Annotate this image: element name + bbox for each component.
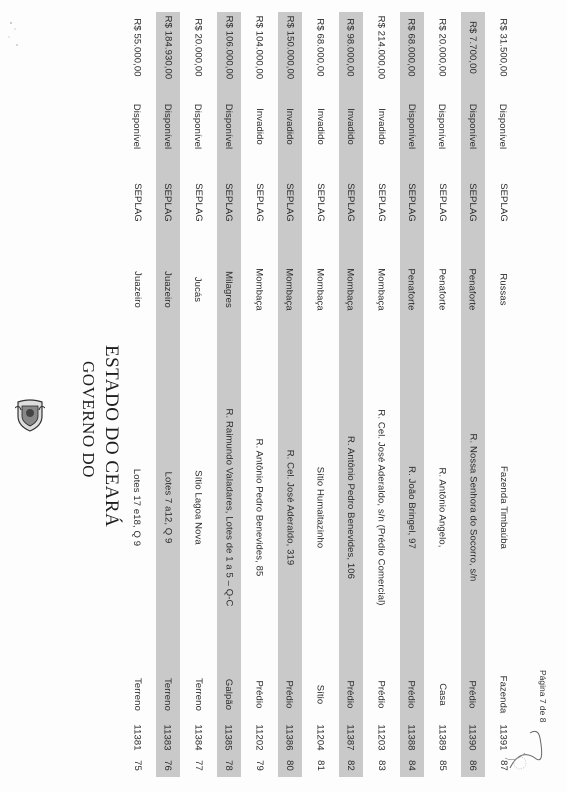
status-cell-text: Invadido bbox=[345, 107, 356, 145]
row-number-cell-text: 82 bbox=[345, 759, 356, 771]
status-cell-text: Disponível bbox=[436, 103, 448, 149]
table-row bbox=[491, 12, 515, 777]
address-cell-text: R. Cel. José Aderaldo, 319 bbox=[284, 449, 295, 565]
row-number-cell-text: 80 bbox=[284, 759, 295, 771]
value-cell-text: R$ 68.000,00 bbox=[314, 17, 326, 77]
status-cell bbox=[369, 90, 393, 162]
org-cell-text: SEPLAG bbox=[467, 182, 478, 222]
type-cell-text: Fazenda bbox=[497, 675, 509, 714]
type-cell bbox=[308, 672, 332, 717]
address-cell bbox=[400, 342, 424, 672]
type-cell-text: Terreno bbox=[162, 678, 174, 711]
org-cell-text: SEPLAG bbox=[162, 182, 173, 222]
status-cell bbox=[278, 90, 302, 162]
state-crest-icon bbox=[15, 398, 45, 432]
city-cell bbox=[308, 244, 332, 334]
code-cell-text: 11381 bbox=[131, 723, 143, 751]
value-cell bbox=[491, 12, 515, 82]
row-number-cell-text: 78 bbox=[223, 759, 234, 771]
org-cell-text: SEPLAG bbox=[284, 182, 295, 222]
org-cell bbox=[400, 172, 424, 232]
type-cell bbox=[217, 672, 241, 717]
value-cell-text: R$ 31.500,00 bbox=[497, 17, 509, 77]
type-cell-text: Prédio bbox=[253, 680, 265, 709]
org-cell bbox=[369, 172, 393, 232]
type-cell-text: Terreno bbox=[131, 678, 143, 711]
city-cell bbox=[125, 244, 149, 334]
code-cell-text: 11390 bbox=[467, 723, 478, 751]
org-cell-text: SEPLAG bbox=[223, 182, 234, 222]
row-number-cell-text: 75 bbox=[131, 759, 143, 771]
status-cell-text: Invadido bbox=[375, 107, 387, 145]
code-cell bbox=[247, 722, 271, 752]
value-cell-text: R$ 20.000,00 bbox=[436, 17, 448, 77]
org-cell-text: SEPLAG bbox=[253, 182, 265, 222]
org-cell bbox=[125, 172, 149, 232]
value-cell bbox=[217, 12, 241, 82]
table-row bbox=[186, 12, 210, 777]
address-cell bbox=[186, 342, 210, 672]
value-cell-text: R$ 106.000,00 bbox=[223, 15, 235, 79]
status-cell bbox=[217, 90, 241, 162]
status-cell bbox=[156, 90, 180, 162]
address-cell-text: Lotes 7 a12, Q 9 bbox=[162, 471, 173, 543]
brand-line-2: ESTADO DO CEARÁ bbox=[101, 345, 122, 528]
type-cell bbox=[461, 672, 485, 717]
value-cell bbox=[278, 12, 302, 82]
code-cell bbox=[339, 722, 363, 752]
address-cell bbox=[491, 342, 515, 672]
status-cell bbox=[491, 90, 515, 162]
type-cell-text: Galpão bbox=[223, 678, 235, 711]
address-cell bbox=[217, 342, 241, 672]
status-cell-text: Disponível bbox=[223, 103, 235, 149]
code-cell bbox=[430, 722, 454, 752]
city-cell bbox=[247, 244, 271, 334]
status-cell bbox=[400, 90, 424, 162]
city-cell bbox=[278, 244, 302, 334]
org-cell-text: SEPLAG bbox=[375, 182, 387, 222]
status-cell-text: Invadido bbox=[314, 107, 326, 145]
address-cell-text: R. Antônio Pedro Benevides, 106 bbox=[345, 435, 356, 579]
org-cell bbox=[339, 172, 363, 232]
address-cell bbox=[247, 342, 271, 672]
address-cell-text: R. Cel. José Aderaldo, s/n (Prédio Comercial) bbox=[375, 408, 387, 606]
city-cell-text: Juazeiro bbox=[162, 270, 173, 308]
city-cell bbox=[491, 244, 515, 334]
address-cell bbox=[461, 342, 485, 672]
status-cell-text: Disponível bbox=[162, 103, 174, 149]
city-cell-text: Penaforte bbox=[436, 267, 448, 311]
row-number-cell bbox=[186, 754, 210, 776]
table-row bbox=[461, 12, 485, 777]
table-row bbox=[339, 12, 363, 777]
value-cell-text: R$ 68.000,00 bbox=[406, 17, 417, 77]
row-number-cell bbox=[461, 754, 485, 776]
government-brand bbox=[64, 345, 122, 528]
value-cell-text: R$ 55.000,00 bbox=[131, 17, 143, 77]
value-cell bbox=[125, 12, 149, 82]
table-row bbox=[430, 12, 454, 777]
type-cell-text: Terreno bbox=[192, 678, 204, 711]
org-cell bbox=[461, 172, 485, 232]
type-cell bbox=[400, 672, 424, 717]
code-cell bbox=[400, 722, 424, 752]
value-cell bbox=[430, 12, 454, 82]
address-cell-text: R. Antônio Pedro Benevides, 85 bbox=[253, 438, 265, 576]
code-cell-text: 11387 bbox=[345, 723, 356, 751]
value-cell bbox=[308, 12, 332, 82]
page-number-label: Página 7 de 8 bbox=[538, 670, 548, 723]
city-cell-text: Russas bbox=[497, 272, 509, 306]
code-cell bbox=[278, 722, 302, 752]
city-cell-text: Mombaça bbox=[345, 267, 357, 311]
status-cell bbox=[125, 90, 149, 162]
value-cell-text: R$ 184.930,00 bbox=[162, 15, 174, 79]
org-cell-text: SEPLAG bbox=[192, 182, 204, 222]
org-cell bbox=[278, 172, 302, 232]
row-number-cell-text: 81 bbox=[314, 759, 326, 771]
org-cell-text: SEPLAG bbox=[406, 182, 417, 222]
org-cell bbox=[491, 172, 515, 232]
row-number-cell bbox=[339, 754, 363, 776]
city-cell-text: Penaforte bbox=[467, 267, 479, 311]
org-cell bbox=[186, 172, 210, 232]
status-cell bbox=[461, 90, 485, 162]
org-cell bbox=[308, 172, 332, 232]
type-cell bbox=[247, 672, 271, 717]
value-cell-text: R$ 150.000,00 bbox=[284, 15, 296, 79]
city-cell-text: Milagres bbox=[223, 270, 235, 308]
city-cell bbox=[461, 244, 485, 334]
table-row bbox=[125, 12, 149, 777]
row-number-cell bbox=[156, 754, 180, 776]
status-cell-text: Disponível bbox=[406, 103, 418, 149]
type-cell-text: Prédio bbox=[284, 680, 295, 709]
address-cell-text: R. João Bringel, 97 bbox=[406, 465, 418, 549]
address-cell bbox=[308, 342, 332, 672]
address-cell bbox=[278, 342, 302, 672]
address-cell-text: R. Antônio Angelo, bbox=[436, 467, 448, 547]
row-number-cell-text: 86 bbox=[467, 759, 478, 771]
org-cell-text: SEPLAG bbox=[131, 182, 143, 222]
address-cell-text: R. Raimundo Valadares, Lotes de 1 a 5 – Q-C bbox=[223, 408, 234, 606]
address-cell-text: Fazenda Timbaúba bbox=[497, 465, 509, 549]
code-cell bbox=[461, 722, 485, 752]
city-cell bbox=[369, 244, 393, 334]
city-cell-text: Mombaça bbox=[314, 267, 326, 311]
value-cell bbox=[369, 12, 393, 82]
city-cell bbox=[339, 244, 363, 334]
code-cell-text: 11384 bbox=[192, 723, 204, 751]
address-cell-text: Lotes 17 e18, Q 9 bbox=[131, 468, 143, 546]
type-cell bbox=[491, 672, 515, 717]
address-cell bbox=[156, 342, 180, 672]
city-cell-text: Mombaça bbox=[253, 267, 265, 311]
type-cell bbox=[125, 672, 149, 717]
brand-line-1: GOVERNO DO bbox=[79, 361, 98, 478]
code-cell bbox=[217, 722, 241, 752]
table-row bbox=[217, 12, 241, 777]
status-cell-text: Disponível bbox=[467, 103, 479, 149]
row-number-cell bbox=[278, 754, 302, 776]
status-cell-text: Disponível bbox=[131, 103, 143, 149]
code-cell-text: 11389 bbox=[436, 723, 448, 751]
city-cell bbox=[217, 244, 241, 334]
city-cell-text: Mombaça bbox=[375, 267, 387, 311]
code-cell bbox=[308, 722, 332, 752]
org-cell-text: SEPLAG bbox=[314, 182, 326, 222]
org-cell-text: SEPLAG bbox=[497, 182, 509, 222]
value-cell-text: R$ 214.000,00 bbox=[375, 15, 387, 79]
value-cell-text: R$ 7.700,00 bbox=[467, 20, 478, 74]
row-number-cell-text: 83 bbox=[375, 759, 387, 771]
address-cell bbox=[369, 342, 393, 672]
row-number-cell bbox=[247, 754, 271, 776]
address-cell bbox=[125, 342, 149, 672]
type-cell-text: Prédio bbox=[345, 680, 356, 709]
type-cell-text: Casa bbox=[436, 683, 448, 706]
table-row bbox=[369, 12, 393, 777]
type-cell-text: Sítio bbox=[314, 684, 326, 705]
status-cell bbox=[339, 90, 363, 162]
type-cell-text: Prédio bbox=[406, 680, 417, 709]
type-cell-text: Prédio bbox=[467, 680, 478, 709]
value-cell bbox=[247, 12, 271, 82]
address-cell bbox=[339, 342, 363, 672]
row-number-cell bbox=[430, 754, 454, 776]
city-cell bbox=[430, 244, 454, 334]
code-cell-text: 11202 bbox=[253, 723, 265, 751]
scan-artifact bbox=[5, 15, 25, 55]
value-cell bbox=[461, 12, 485, 82]
row-number-cell-text: 85 bbox=[436, 759, 448, 771]
table-row bbox=[247, 12, 271, 777]
type-cell bbox=[369, 672, 393, 717]
type-cell-text: Prédio bbox=[375, 680, 387, 709]
status-cell-text: Disponível bbox=[192, 103, 204, 149]
row-number-cell bbox=[217, 754, 241, 776]
value-cell bbox=[156, 12, 180, 82]
city-cell-text: Jucás bbox=[192, 276, 204, 302]
org-cell bbox=[156, 172, 180, 232]
row-number-cell-text: 84 bbox=[406, 759, 417, 771]
row-number-cell bbox=[125, 754, 149, 776]
code-cell-text: 11203 bbox=[375, 723, 387, 751]
org-cell bbox=[247, 172, 271, 232]
code-cell-text: 11386 bbox=[284, 723, 295, 751]
city-cell-text: Mombaça bbox=[284, 267, 296, 311]
row-number-cell bbox=[400, 754, 424, 776]
status-cell-text: Disponível bbox=[497, 103, 509, 149]
city-cell bbox=[400, 244, 424, 334]
city-cell bbox=[186, 244, 210, 334]
status-cell bbox=[186, 90, 210, 162]
status-cell-text: Invadido bbox=[253, 107, 265, 145]
code-cell-text: 11204 bbox=[314, 723, 326, 751]
code-cell-text: 11385 bbox=[223, 723, 234, 751]
value-cell-text: R$ 20.000,00 bbox=[192, 17, 204, 77]
value-cell bbox=[339, 12, 363, 82]
code-cell-text: 11383 bbox=[162, 723, 173, 751]
code-cell-text: 11388 bbox=[406, 723, 417, 751]
org-cell bbox=[217, 172, 241, 232]
code-cell bbox=[156, 722, 180, 752]
row-number-cell bbox=[369, 754, 393, 776]
type-cell bbox=[156, 672, 180, 717]
value-cell bbox=[400, 12, 424, 82]
table-row bbox=[400, 12, 424, 777]
code-cell bbox=[186, 722, 210, 752]
status-cell bbox=[247, 90, 271, 162]
table-row bbox=[278, 12, 302, 777]
page-number bbox=[530, 670, 550, 790]
address-cell-text: Sítio Humaitazinho bbox=[314, 466, 326, 548]
status-cell bbox=[308, 90, 332, 162]
status-cell bbox=[430, 90, 454, 162]
row-number-cell-text: 76 bbox=[162, 759, 173, 771]
property-table bbox=[125, 12, 525, 777]
city-cell-text: Juazeiro bbox=[131, 270, 143, 308]
org-cell bbox=[430, 172, 454, 232]
type-cell bbox=[278, 672, 302, 717]
address-cell bbox=[430, 342, 454, 672]
value-cell-text: R$ 104.000,00 bbox=[253, 15, 265, 79]
org-cell-text: SEPLAG bbox=[345, 182, 356, 222]
address-cell-text: Sítio Lagoa Nova bbox=[192, 469, 204, 545]
code-cell bbox=[125, 722, 149, 752]
type-cell bbox=[339, 672, 363, 717]
city-cell-text: Penaforte bbox=[406, 267, 418, 311]
value-cell bbox=[186, 12, 210, 82]
code-cell bbox=[369, 722, 393, 752]
row-number-cell-text: 79 bbox=[253, 759, 265, 771]
type-cell bbox=[186, 672, 210, 717]
org-cell-text: SEPLAG bbox=[436, 182, 448, 222]
table-row bbox=[156, 12, 180, 777]
row-number-cell bbox=[308, 754, 332, 776]
code-cell-text: 11391 bbox=[497, 723, 509, 751]
type-cell bbox=[430, 672, 454, 717]
city-cell bbox=[156, 244, 180, 334]
status-cell-text: Invadido bbox=[284, 107, 295, 145]
value-cell-text: R$ 98.000,00 bbox=[345, 17, 356, 77]
address-cell-text: R. Nossa Senhora do Socorro, s/n bbox=[467, 433, 479, 581]
row-number-cell-text: 87 bbox=[497, 759, 509, 771]
row-number-cell-text: 77 bbox=[192, 759, 204, 771]
table-row bbox=[308, 12, 332, 777]
